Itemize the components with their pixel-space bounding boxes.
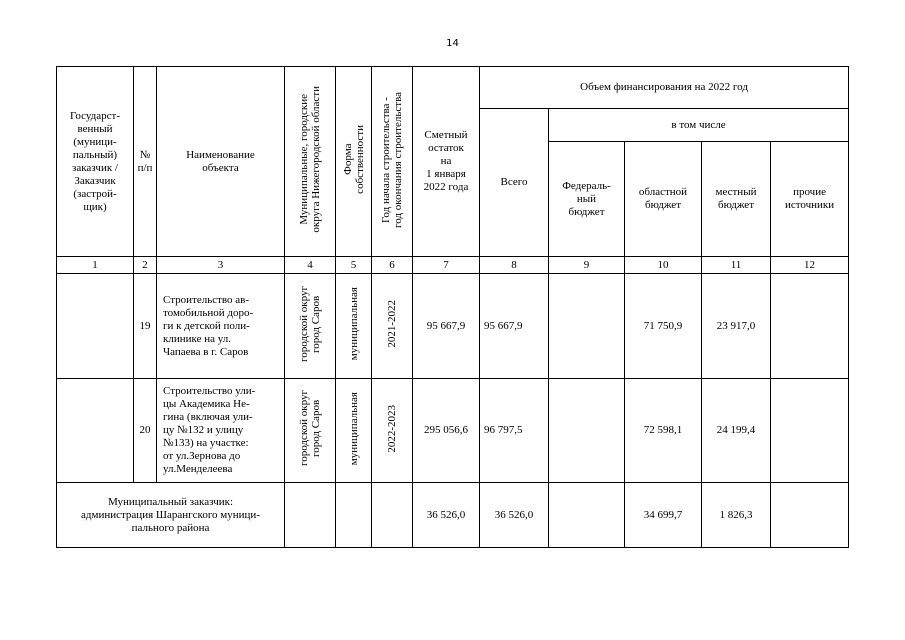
- col-number: 1: [57, 257, 134, 274]
- header-local: местный бюджет: [702, 142, 771, 257]
- row-customer: [57, 274, 134, 379]
- header-other: прочие источники: [771, 142, 849, 257]
- row-number: 19: [134, 274, 157, 379]
- row-total: 95 667,9: [480, 274, 549, 379]
- table-row: [57, 274, 849, 379]
- col-number: 7: [413, 257, 480, 274]
- header-ownership: Форма собственности: [336, 67, 372, 257]
- col-number: 9: [549, 257, 625, 274]
- col-number: 10: [625, 257, 702, 274]
- summary-other: [771, 483, 849, 548]
- summary-federal: [549, 483, 625, 548]
- row-customer: [57, 379, 134, 483]
- header-total: Всего: [480, 109, 549, 257]
- row-object-name: Строительство ули- цы Академика Не- гина (включая ули- цу №132 и улицу №133) на участке: от ул.Зернова до ул.Менделеева: [157, 379, 285, 483]
- summary-row: [57, 483, 849, 548]
- row-object-name: Строительство ав- томобильной доро- ги к детской поли- клинике на ул. Чапаева в г. Саров: [157, 274, 285, 379]
- row-regional: 71 750,9: [625, 274, 702, 379]
- row-number: 20: [134, 379, 157, 483]
- header-funding: Объем финансирования на 2022 год: [480, 67, 849, 109]
- summary-years: [372, 483, 413, 548]
- summary-local: 1 826,3: [702, 483, 771, 548]
- row-other: [771, 379, 849, 483]
- row-ownership: муниципальная: [336, 274, 372, 379]
- row-district: городской округ город Саров: [285, 274, 336, 379]
- column-numbers-row: [57, 257, 849, 274]
- row-balance: 95 667,9: [413, 274, 480, 379]
- summary-district: [285, 483, 336, 548]
- row-balance: 295 056,6: [413, 379, 480, 483]
- header-customer: Государст- венный (муници- пальный) заказчик / Заказчик (застрой- щик): [57, 67, 134, 257]
- row-federal: [549, 274, 625, 379]
- row-local: 24 199,4: [702, 379, 771, 483]
- header-row-number: № п/п: [134, 67, 157, 257]
- col-number: 6: [372, 257, 413, 274]
- row-local: 23 917,0: [702, 274, 771, 379]
- table-row: [57, 379, 849, 483]
- page-number: 14: [446, 38, 459, 49]
- summary-ownership: [336, 483, 372, 548]
- row-district: городской округ город Саров: [285, 379, 336, 483]
- row-regional: 72 598,1: [625, 379, 702, 483]
- row-other: [771, 274, 849, 379]
- financing-table: [56, 66, 849, 548]
- row-years: 2021-2022: [372, 274, 413, 379]
- row-total: 96 797,5: [480, 379, 549, 483]
- summary-total: 36 526,0: [480, 483, 549, 548]
- summary-regional: 34 699,7: [625, 483, 702, 548]
- col-number: 4: [285, 257, 336, 274]
- col-number: 3: [157, 257, 285, 274]
- header-object-name: Наименование объекта: [157, 67, 285, 257]
- summary-customer: Муниципальный заказчик: администрация Шарангского муници- пального района: [57, 483, 285, 548]
- col-number: 11: [702, 257, 771, 274]
- col-number: 5: [336, 257, 372, 274]
- header-years: Год начала строительства - год окончания строительства: [372, 67, 413, 257]
- header-regional: областной бюджет: [625, 142, 702, 257]
- header-federal: Федераль- ный бюджет: [549, 142, 625, 257]
- col-number: 8: [480, 257, 549, 274]
- col-number: 12: [771, 257, 849, 274]
- row-years: 2022-2023: [372, 379, 413, 483]
- row-ownership: муниципальная: [336, 379, 372, 483]
- col-number: 2: [134, 257, 157, 274]
- header-district: Муниципальные, городские округа Нижегородской области: [285, 67, 336, 257]
- header-including: в том числе: [549, 109, 849, 142]
- summary-balance: 36 526,0: [413, 483, 480, 548]
- row-federal: [549, 379, 625, 483]
- header-balance: Сметный остаток на 1 января 2022 года: [413, 67, 480, 257]
